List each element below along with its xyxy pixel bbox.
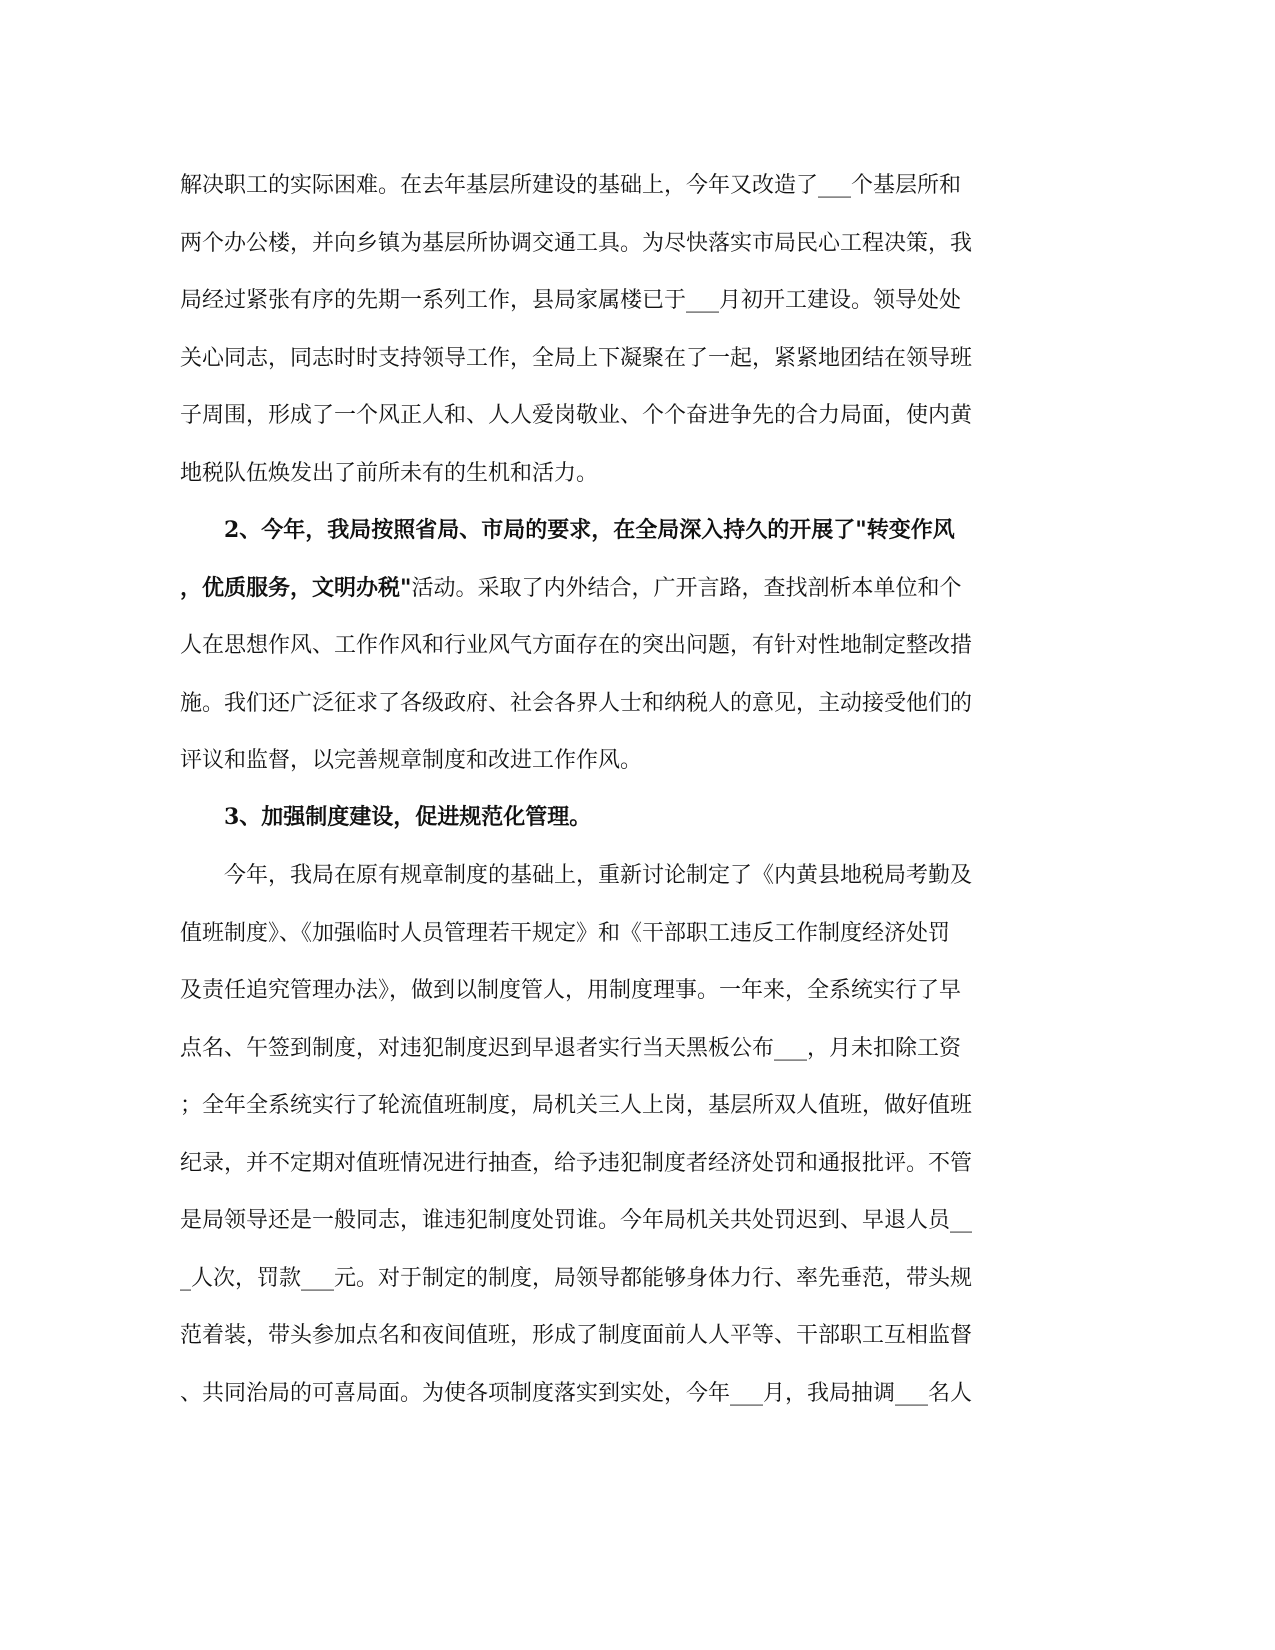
text-line: 人在思想作风、工作作风和行业风气方面存在的突出问题，有针对性地制定整改措 (180, 633, 973, 658)
text-line: 局经过紧张有序的先期一系列工作，县局家属楼已于___月初开工建设。领导处处 (180, 288, 962, 313)
text-line: 地税队伍焕发出了前所未有的生机和活力。 (180, 460, 599, 486)
campaign-heading-line: 2、今年，我局按照省局、市局的要求，在全局深入持久的开展了"转变作风 (180, 517, 955, 543)
text-line: 、共同治局的可喜局面。为使各项制度落实到实处，今年___月，我局抽调___名人 (180, 1380, 973, 1406)
text-line: 点名、午签到制度，对违犯制度迟到早退者实行当天黑板公布___，月未扣除工资 (180, 1035, 962, 1061)
section-heading-text: 3、加强制度建设，促进规范化管理。 (180, 804, 592, 830)
text-line (180, 560, 1060, 618)
text-line: 及责任追究管理办法》，做到以制度管人，用制度理事。一年来，全系统实行了早 (180, 978, 962, 1003)
text-line: 两个办公楼，并向乡镇为基层所协调交通工具。为尽快落实市局民心工程决策，我 (180, 230, 973, 256)
text-line: 是局领导还是一般同志，谁违犯制度处罚谁。今年局机关共处罚迟到、早退人员__ (180, 1208, 973, 1233)
text-line: 解决职工的实际困难。在去年基层所建设的基础上，今年又改造了___个基层所和 (180, 173, 962, 198)
section-heading (180, 789, 1060, 847)
text-line: 纪录，并不定期对值班情况进行抽查，给予违犯制度者经济处罚和通报批评。不管 (180, 1150, 973, 1176)
text-line: 施。我们还广泛征求了各级政府、社会各界人士和纳税人的意见，主动接受他们的 (180, 690, 973, 716)
text-line: _人次，罚款___元。对于制定的制度，局领导都能够身体力行、率先垂范，带头规 (180, 1265, 973, 1291)
text-line: ；全年全系统实行了轮流值班制度，局机关三人上岗，基层所双人值班，做好值班 (180, 1093, 973, 1118)
text-line: 子周围，形成了一个风正人和、人人爱岗敬业、个个奋进争先的合力局面，使内黄 (180, 403, 973, 428)
text-line: 评议和监督，以完善规章制度和改进工作作风。 (180, 748, 643, 773)
paragraph-staff-support (180, 157, 1060, 502)
paragraph-regulations (180, 847, 1060, 1422)
campaign-heading-tail: ，优质服务，文明办税" (180, 574, 412, 601)
campaign-text: 活动。采取了内外结合，广开言路，查找剖析本单位和个 (411, 575, 962, 601)
text-line: 范着装，带头参加点名和夜间值班，形成了制度面前人人平等、干部职工互相监督 (180, 1323, 973, 1348)
text-line: 值班制度》、《加强临时人员管理若干规定》和《干部职工违反工作制度经济处罚 (180, 920, 951, 946)
text-line: 今年，我局在原有规章制度的基础上，重新讨论制定了《内黄县地税局考勤及 (180, 863, 973, 888)
paragraph-style-campaign (180, 502, 1060, 790)
text-line: 关心同志，同志时时支持领导工作，全局上下凝聚在了一起，紧紧地团结在领导班 (180, 345, 973, 371)
